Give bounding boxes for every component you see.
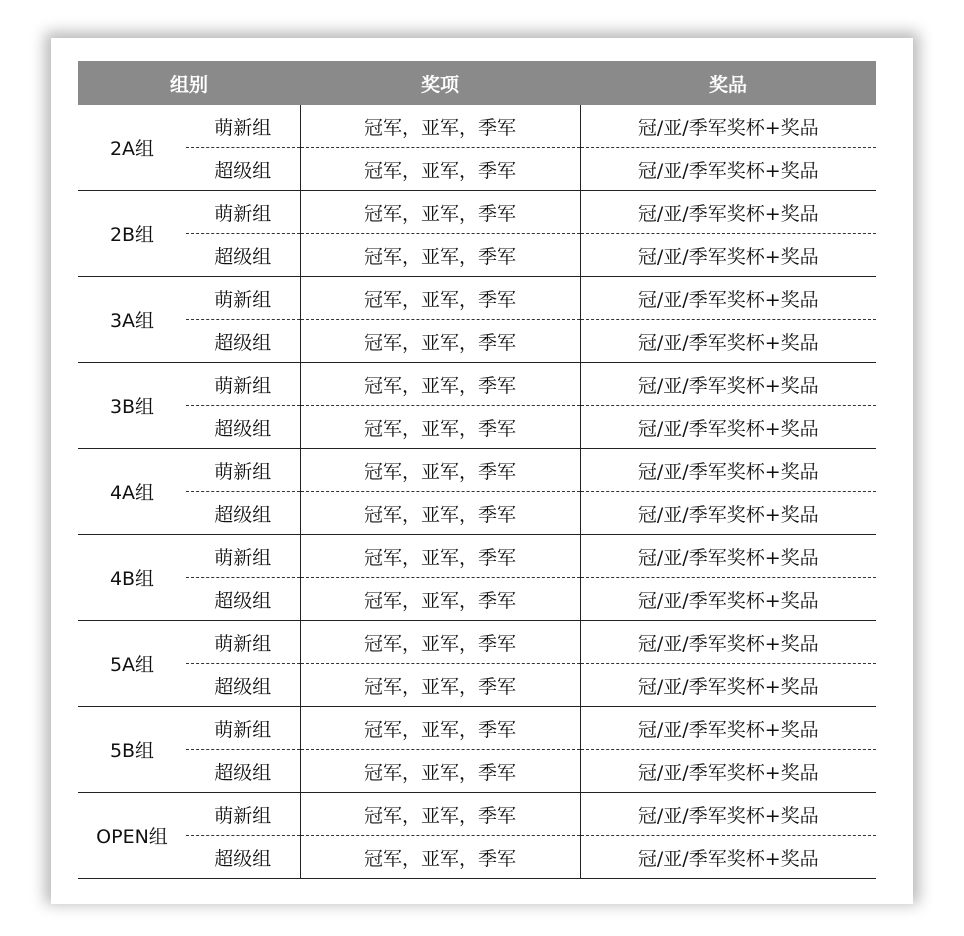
award-cell: 冠军，亚军，季军 [300,234,580,277]
table-row [78,148,876,191]
subgroup-cell: 超级组 [186,836,300,879]
subgroup-cell: 萌新组 [186,105,300,148]
table-row [78,578,876,621]
prize-cell: 冠/亚/季军奖杯+奖品 [580,793,876,836]
table-row [78,191,876,234]
prize-cell: 冠/亚/季军奖杯+奖品 [580,363,876,406]
table-row [78,363,876,406]
header-award: 奖项 [300,61,580,105]
award-cell: 冠军，亚军，季军 [300,449,580,492]
award-cell: 冠军，亚军，季军 [300,535,580,578]
table-row [78,320,876,363]
subgroup-cell: 超级组 [186,148,300,191]
award-cell: 冠军，亚军，季军 [300,277,580,320]
table-row [78,836,876,879]
group-name-cell: 2B组 [78,191,186,277]
group-name-cell: 4A组 [78,449,186,535]
table-row [78,234,876,277]
subgroup-cell: 超级组 [186,750,300,793]
prize-cell: 冠/亚/季军奖杯+奖品 [580,449,876,492]
prize-cell: 冠/亚/季军奖杯+奖品 [580,707,876,750]
group-name-cell: 2A组 [78,105,186,191]
group-name-cell: 3B组 [78,363,186,449]
table-row [78,492,876,535]
award-cell: 冠军，亚军，季军 [300,750,580,793]
group-name-cell: 4B组 [78,535,186,621]
table-row [78,793,876,836]
prize-cell: 冠/亚/季军奖杯+奖品 [580,535,876,578]
prize-cell: 冠/亚/季军奖杯+奖品 [580,750,876,793]
table-row [78,449,876,492]
subgroup-cell: 萌新组 [186,621,300,664]
award-cell: 冠军，亚军，季军 [300,664,580,707]
header-prize: 奖品 [580,61,876,105]
table-row [78,277,876,320]
award-cell: 冠军，亚军，季军 [300,363,580,406]
award-cell: 冠军，亚军，季军 [300,707,580,750]
subgroup-cell: 萌新组 [186,535,300,578]
prize-cell: 冠/亚/季军奖杯+奖品 [580,105,876,148]
group-name-cell: 5B组 [78,707,186,793]
table-row [78,406,876,449]
group-name-cell: 3A组 [78,277,186,363]
subgroup-cell: 超级组 [186,492,300,535]
award-cell: 冠军，亚军，季军 [300,148,580,191]
prize-cell: 冠/亚/季军奖杯+奖品 [580,492,876,535]
prize-cell: 冠/亚/季军奖杯+奖品 [580,836,876,879]
table-row [78,750,876,793]
prize-cell: 冠/亚/季军奖杯+奖品 [580,234,876,277]
award-cell: 冠军，亚军，季军 [300,836,580,879]
subgroup-cell: 萌新组 [186,277,300,320]
prize-cell: 冠/亚/季军奖杯+奖品 [580,578,876,621]
prize-cell: 冠/亚/季军奖杯+奖品 [580,406,876,449]
table-row [78,105,876,148]
prize-cell: 冠/亚/季军奖杯+奖品 [580,148,876,191]
prize-cell: 冠/亚/季军奖杯+奖品 [580,277,876,320]
prize-cell: 冠/亚/季军奖杯+奖品 [580,191,876,234]
prize-table-header [78,61,876,105]
subgroup-cell: 超级组 [186,664,300,707]
subgroup-cell: 萌新组 [186,707,300,750]
subgroup-cell: 超级组 [186,406,300,449]
subgroup-cell: 超级组 [186,320,300,363]
group-name-cell: 5A组 [78,621,186,707]
group-name-cell: OPEN组 [78,793,186,879]
award-cell: 冠军，亚军，季军 [300,578,580,621]
prize-cell: 冠/亚/季军奖杯+奖品 [580,621,876,664]
header-group: 组别 [78,61,300,105]
award-cell: 冠军，亚军，季军 [300,621,580,664]
prize-table [78,61,876,879]
subgroup-cell: 超级组 [186,578,300,621]
award-cell: 冠军，亚军，季军 [300,793,580,836]
prize-table-body [78,105,876,879]
table-row [78,707,876,750]
award-cell: 冠军，亚军，季军 [300,105,580,148]
subgroup-cell: 萌新组 [186,793,300,836]
award-cell: 冠军，亚军，季军 [300,191,580,234]
table-row [78,621,876,664]
subgroup-cell: 萌新组 [186,449,300,492]
prize-cell: 冠/亚/季军奖杯+奖品 [580,664,876,707]
prize-cell: 冠/亚/季军奖杯+奖品 [580,320,876,363]
award-cell: 冠军，亚军，季军 [300,492,580,535]
award-cell: 冠军，亚军，季军 [300,320,580,363]
table-row [78,535,876,578]
subgroup-cell: 超级组 [186,234,300,277]
award-cell: 冠军，亚军，季军 [300,406,580,449]
table-row [78,664,876,707]
subgroup-cell: 萌新组 [186,363,300,406]
subgroup-cell: 萌新组 [186,191,300,234]
